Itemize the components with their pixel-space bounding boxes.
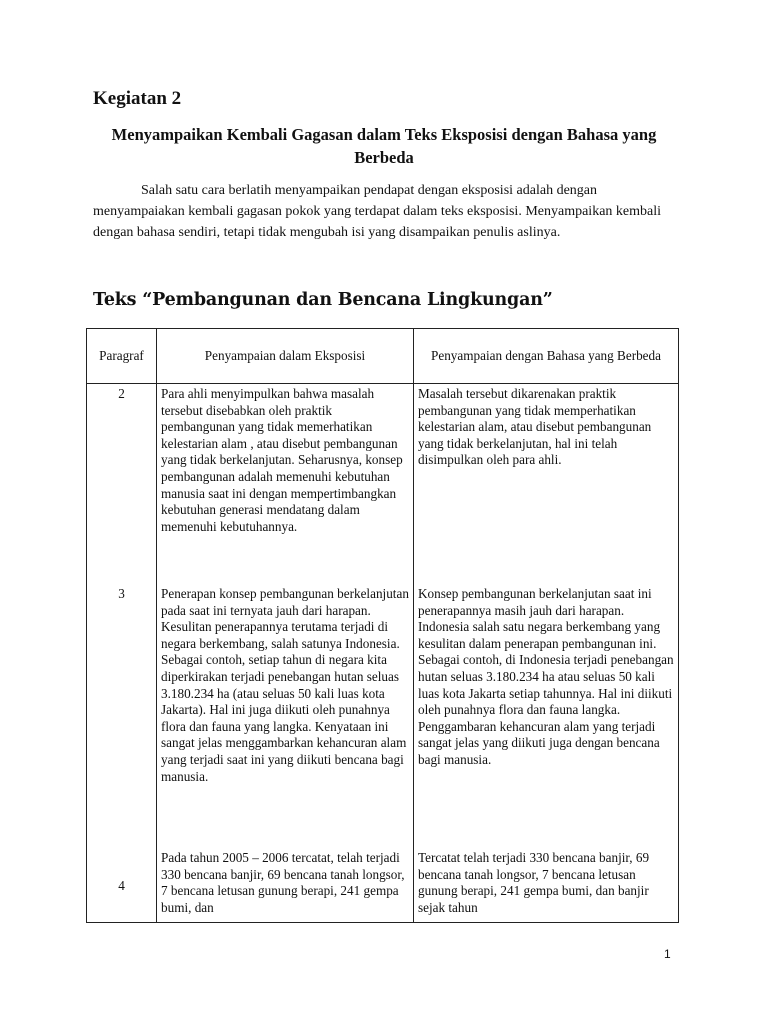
exposition-cell: Penerapan konsep pembangunan berkelanjutan pada saat ini ternyata jauh dari harapan. Kesulitan penerapannya terutama terjadi di negara berkembang, salah satunya Indonesia. Sebagai contoh, setiap tahun di negara kita diperkirakan terjadi penebangan hutan seluas 3.180.234 ha (atau seluas 50 kali luas kota Jakarta). Hal ini juga diikuti oleh punahnya flora dan fauna yang langka. Kenyataan ini sangat jelas menggambarkan kehancuran alam yang terjadi saat ini yang diikuti bencana bagi manusia.	[157, 584, 414, 848]
header-paragraf: Paragraf	[87, 329, 157, 384]
rephrased-cell: Konsep pembangunan berkelanjutan saat ini penerapannya masih jauh dari harapan. Indonesia salah satu negara berkembang yang kesulitan dalam penerapan pembangunan ini. Sebagai contoh, di Indonesia terjadi penebangan hutan seluas 3.180.234 ha atau seluas 50 kali luas kota Jakarta setiap tahunnya. Hal ini diikuti oleh punahnya flora dan fauna langka. Penggambaran kehancuran alam yang terjadi sangat jelas yang diikuti juga dengan bencana bagi manusia.	[414, 584, 679, 848]
table-row	[87, 584, 679, 848]
paragraph-number: 2	[87, 384, 157, 585]
activity-heading: Kegiatan 2	[93, 88, 182, 109]
paragraph-number: 4	[87, 848, 157, 923]
comparison-table	[86, 328, 679, 923]
rephrased-cell: Tercatat telah terjadi 330 bencana banjir, 69 bencana tanah longsor, 7 bencana letusan gunung berapi, 241 gempa bumi, dan banjir sejak tahun	[414, 848, 679, 923]
rephrased-cell: Masalah tersebut dikarenakan praktik pembangunan yang tidak memperhatikan kelestarian alam, atau disebut pembangunan yang tidak berkelanjutan, hal ini telah disimpulkan oleh para ahli.	[414, 384, 679, 585]
intro-text: Salah satu cara berlatih menyampaikan pendapat dengan eksposisi adalah dengan menyampaiakan kembali gagasan pokok yang terdapat dalam teks eksposisi. Menyampaikan kembali dengan bahasa sendiri, tetapi tidak mengubah isi yang disampaikan penulis aslinya.	[93, 183, 661, 240]
exposition-cell: Para ahli menyimpulkan bahwa masalah tersebut disebabkan oleh praktik pembangunan yang tidak memerhatikan kelestarian alam , atau disebut pembangunan yang tidak berkelanjutan. Seharusnya, konsep pembangunan adalah memenuhi kebutuhan manusia saat ini dengan mempertimbangkan kebutuhan generasi mendatang dalam memenuhi kebutuhannya.	[157, 384, 414, 585]
header-eksposisi: Penyampaian dalam Eksposisi	[157, 329, 414, 384]
activity-subtitle: Menyampaikan Kembali Gagasan dalam Teks Eksposisi dengan Bahasa yang Berbeda	[111, 125, 657, 167]
page-number: 1	[664, 947, 671, 961]
table-row	[87, 384, 679, 585]
header-bahasa-berbeda: Penyampaian dengan Bahasa yang Berbeda	[414, 329, 679, 384]
table-row	[87, 848, 679, 923]
paragraph-number: 3	[87, 584, 157, 848]
table-header-row	[87, 329, 679, 384]
intro-paragraph	[93, 180, 675, 243]
text-title: Teks “Pembangunan dan Bencana Lingkungan”	[93, 290, 553, 310]
exposition-cell: Pada tahun 2005 – 2006 tercatat, telah terjadi 330 bencana banjir, 69 bencana tanah longsor, 7 bencana letusan gunung berapi, 241 gempa bumi, dan	[157, 848, 414, 923]
